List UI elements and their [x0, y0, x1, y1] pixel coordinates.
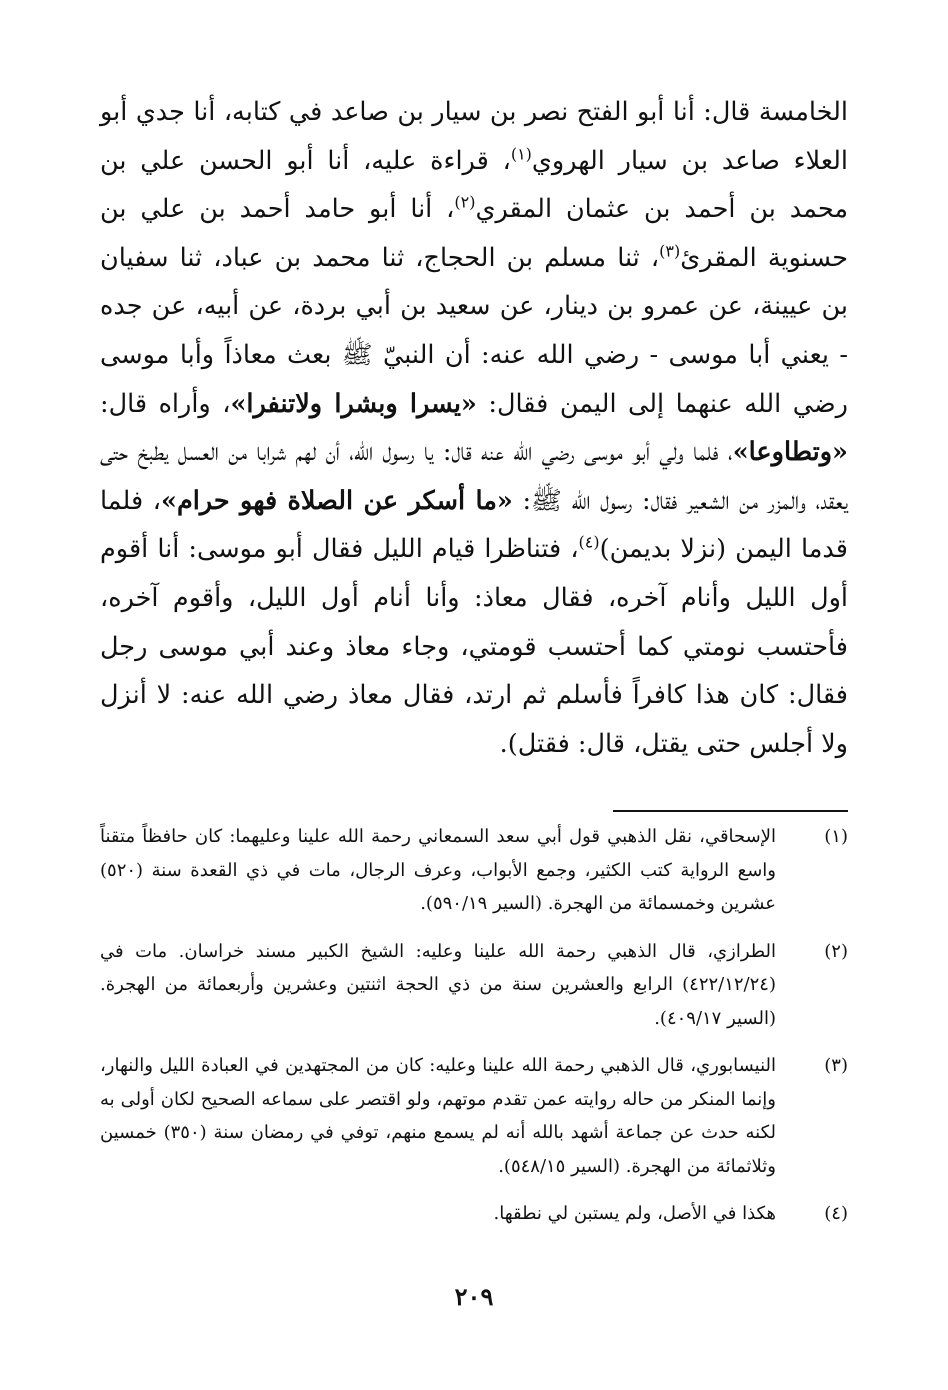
text-segment: الخامسة قال: أنا أبو الفتح نصر بن سيار بن صاعد في كتابه، أنا جدي أبو العلاء صاعد بن سيار الهروي — [100, 97, 848, 176]
footnote-text: النيسابوري، قال الذهبي رحمة الله علينا وعليه: كان من المجتهدين في العبادة الليل والنهار، وإنما المنكر من حاله روايته عمن تقدم موتهم، ولو اقتصر على سماعه الصحيح لكان أولى به لكنه حدث عن جماعة أشهد بالله أنه لم يسمع منهم، توفي في رمضان سنة (٣٥٠) خمسين وثلاثمائة من الهجرة. (السير ٥٤٨/١٥). — [100, 1055, 777, 1177]
footnote-ref-3: (٣) — [659, 241, 681, 261]
footnote-ref-1: (١) — [510, 144, 532, 164]
text-segment: ، فتناظرا قيام الليل فقال أبو موسى: أنا أقوم أول الليل وأنام آخره، فقال معاذ: وأنا أنام أول الليل، وأقوم آخره، فأحتسب نومتي كما أحتسب قومتي، وجاء معاذ وعند أبي موسى رجل فقال: كان هذا كافراً فأسلم ثم ارتد، فقال معاذ رضي الله عنه: لا أنزل ولا أجلس حتى يقتل، قال: فقتل). — [100, 534, 848, 759]
footnotes — [100, 820, 848, 1245]
footnote-text: هكذا في الأصل، ولم يستبن لي نطقها. — [493, 1203, 776, 1224]
page-number: ٢٠٩ — [454, 1282, 494, 1311]
hadith-quote: «يسرا وبشرا ولاتنفرا» — [230, 388, 477, 419]
hadith-quote: «وتطاوعا» — [732, 437, 848, 468]
footnote — [100, 935, 848, 1036]
text-segment: ، فلما قدما اليمن (نزلا بديمن) — [100, 485, 848, 565]
text-segment: ، وأراه قال: — [100, 388, 231, 419]
footnote-number: (٤) — [824, 1203, 848, 1224]
footnote — [100, 1049, 848, 1183]
footnote-ref-2: (٢) — [454, 192, 476, 212]
text-segment: ، قراءة عليه، أنا أبو الحسن علي بن محمد بن أحمد بن عثمان المقري — [100, 145, 848, 225]
footnote-number: (١) — [824, 826, 848, 847]
footnote-divider — [613, 810, 848, 812]
footnote-number: (٢) — [824, 940, 848, 962]
footnote-text: الإسحاقي، نقل الذهبي قول أبي سعد السمعاني رحمة الله علينا وعليهما: كان حافظاً متقناً واسع الرواية كتب الكثير، وجمع الأبواب، وعرف الرجال، مات في ذي القعدة سنة (٥٢٠) عشرين وخمسمائة من الهجرة. (السير ٥٩٠/١٩). — [100, 826, 776, 914]
footnote-ref-4: (٤) — [578, 532, 600, 552]
footnote-number: (٣) — [824, 1055, 848, 1076]
text-segment: ، أنا أبو حامد أحمد بن علي بن حسنوية المقرئ — [100, 194, 849, 273]
text-segment: ، فلما ولي أبو موسى رضي الله عنه قال: يا رسول الله، أن لهم شرابا من العسل يطبخ حتى يعقد، والمزر من الشعير فقال: رسول الله ﷺ: — [100, 437, 849, 516]
text-segment: ، ثنا مسلم بن الحجاج، ثنا محمد بن عباد، ثنا سفيان بن عيينة، عن عمرو بن دينار، عن سعيد بن أبي بردة، عن أبيه، عن جده - يعني أبا موسى - رضي الله عنه: أن النبيّ ﷺ بعث معاذاً وأبا موسى رضي الله عنهما إلى اليمن فقال: — [100, 242, 848, 419]
footnote — [100, 820, 848, 921]
main-text — [100, 88, 848, 768]
hadith-quote: «ما أسكر عن الصلاة فهو حرام» — [161, 485, 513, 516]
footnote-text: الطرازي، قال الذهبي رحمة الله علينا وعليه: الشيخ الكبير مسند خراسان. مات في (٤٢٢/١٢/٢٤) الرابع والعشرين سنة من ذي الحجة اثنتين وعشرين وأربعمائة من الهجرة. (السير ٤٠٩/١٧). — [100, 940, 776, 1029]
main-paragraph — [100, 88, 848, 768]
footnote — [100, 1197, 848, 1231]
